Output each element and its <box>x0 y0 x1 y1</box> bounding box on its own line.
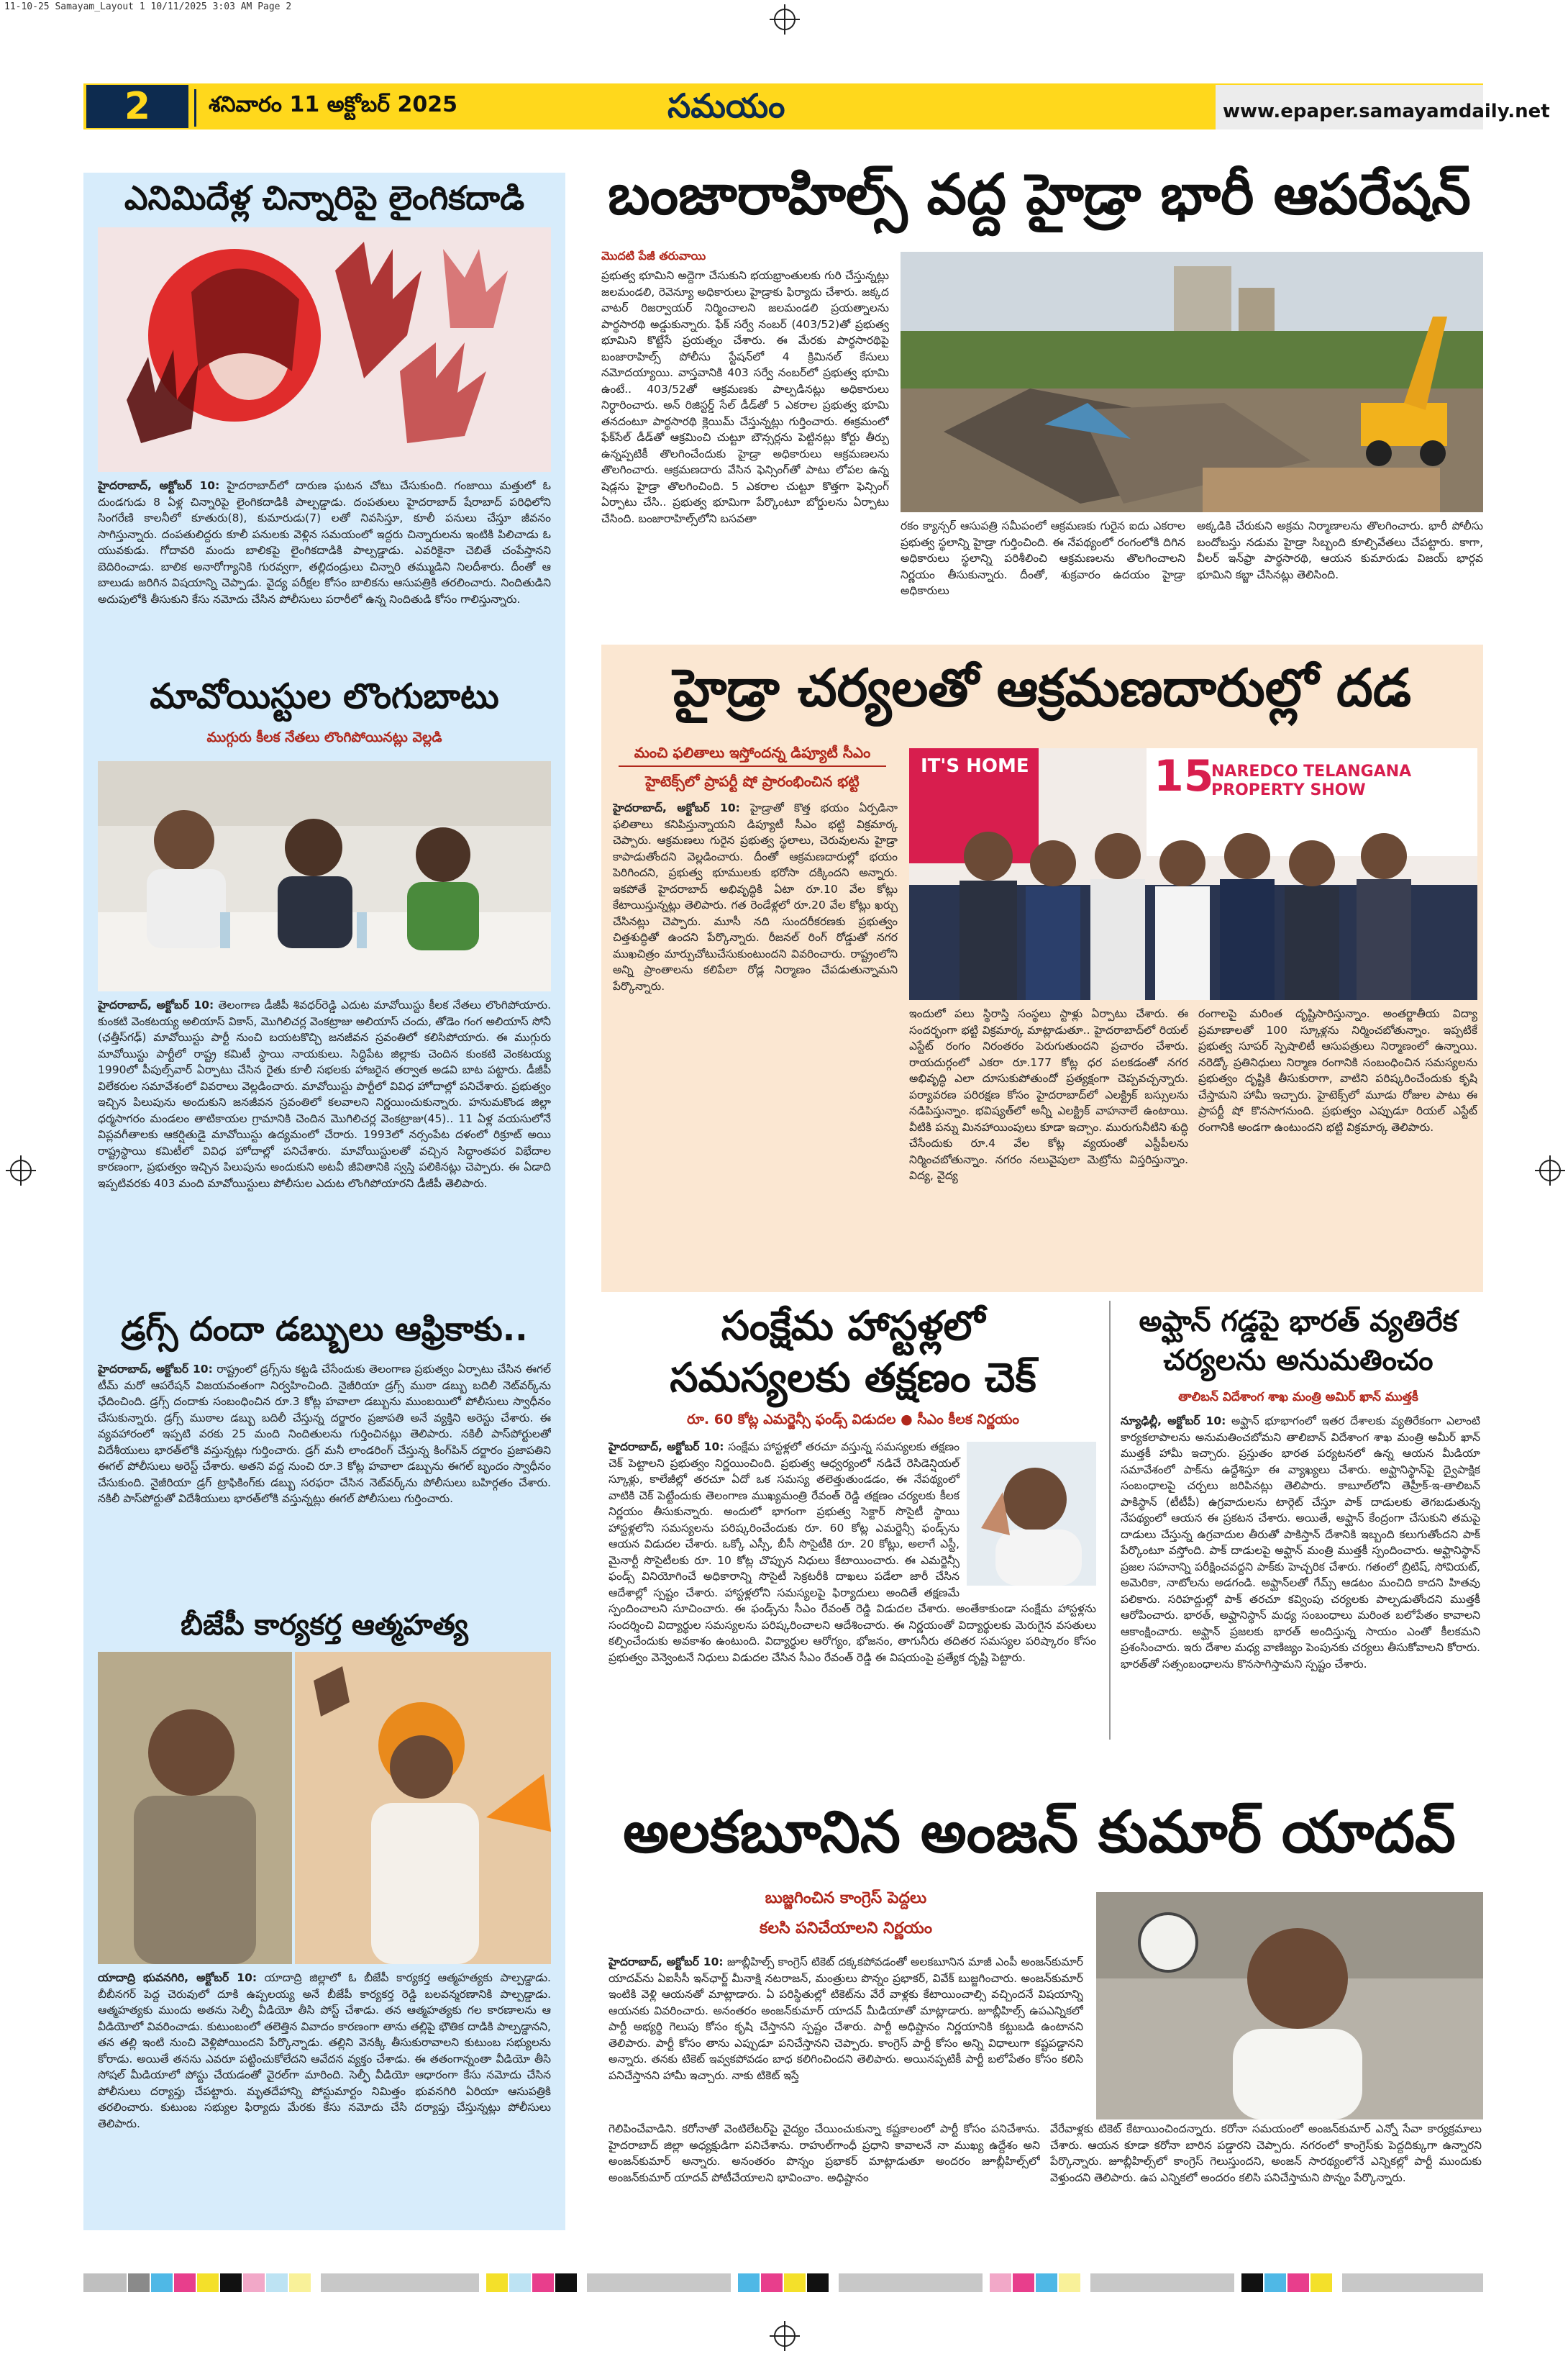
hydra-body-mid: ఇందులో పలు స్థిరాస్తి సంస్థలు స్టాళ్లు ఏర్పాటు చేశారు. ఈ సందర్భంగా భట్టి విక్రమార్క మాట్లాడుతూ.. హైదరాబాద్‌లో రియల్ ఎస్టేట్ రంగం నిరంతరం పెరుగుతుందని ప్రచారం చేశారు. రాయదుర్గంలో ఎకరా రూ.177 కోట్ల ధర పలకడంతో నగర అభివృద్ధి ఎలా దూసుకుపోతుందో ప్రత్యక్షంగా చెప్పవచ్చన్నారు. పర్యావరణ పరిరక్షణ కోసం హైదరాబాద్‌లో ఎలక్ట్రిక్ బస్సులను నడిపిస్తున్నాం. భవిష్యత్‌లో అన్నీ ఎలక్ట్రిక్ వాహనాలే ఉంటాయి. వీటికి పన్ను మినహాయింపులు కూడా ఇచ్చాం. మురుగునీటిని శుద్ధి చేసేందుకు రూ.4 వేల కోట్ల వ్యయంతో ఎస్టీపీలను నిర్మించబోతున్నాం. నగరం నలువైపులా మెట్రోను విస్తరిస్తున్నాం. విద్య, వైద్య <box>909 1007 1188 1182</box>
story-text: తెలంగాణ డీజీపీ శివధర్‌రెడ్డి ఎదుట మావోయిస్టు కీలక నేతలు లొంగిపోయారు. కుంకటి వెంకటయ్య అలియాస్ వికాస్, మొగిలిచర్ల వెంకట్రాజు అలియాస్ చందు, తోడెం గంగ అలియాస్ సోనీ (ఛత్తీస్‌గఢ్) మావోయిస్టు పార్టీ నుంచి బయటకొచ్చి జనజీవన స్రవంతిలో కలిసిపోయారు. ఈ ముగ్గురు మావోయిస్టు పార్టీలో రాష్ట్ర కమిటీ స్థాయి నాయకులు. సిద్ధిపేట జిల్లాకు చెందిన కుంకటి వెంకటయ్య 1990లో పీపుల్స్‌వార్ ఏర్పాటు చేసిన రైతు కూలీ సభలకు హాజరైన తర్వాత అడవి బాట పట్టారు. డీజీపీ విలేకరుల సమావేశంలో వివరాలు వెల్లడించారు. మావోయిస్టు పార్టీలో వివిధ హోదాల్లో పనిచేశారు. ప్రభుత్వం ఇచ్చిన పిలుపును అందుకుని జనజీవన స్రవంతిలో కలవాలని నిర్ణయించుకున్నారు. హనుమకొండ జిల్లా ధర్మసాగరం మండలం తాటికాయల గ్రామానికి చెందిన మొగిలిచర్ల వెంకట్రాజు(45).. 11 ఏళ్ల వయసులోనే విప్లవగీతాలకు ఆకర్షితుడై మావోయిస్టు ఉద్యమంలో చేరారు. 1993లో నర్సంపేట దళంలో రిక్రూట్ అయి రాష్ట్రస్థాయి కమిటీలో వివిధ హోదాల్లో పనిచేశారు. మావోయిస్టులతో వచ్చిన సిద్ధాంతపర విభేదాల కారణంగా, ప్రభుత్వం ఇచ్చిన పిలుపును అందుకుని అటవీ జీవితానికి స్వస్తి పలికినట్లు చెప్పారు. ఈ ఏడాది ఇప్పటివరకు 403 మంది మావోయిస్టులు పోలీసుల ఎదుట లొంగిపోయారని డీజీపీ తెలిపారు. <box>98 999 551 1190</box>
hostel-headline-line2: సమస్యలకు తక్షణం చెక్ <box>670 1355 1036 1401</box>
afghan-headline-line1: అఫ్ఘాన్ గడ్డపై భారత్ వ్యతిరేక <box>1139 1305 1458 1338</box>
registration-mark-icon <box>10 1160 32 1181</box>
print-color-bar <box>83 2273 1483 2292</box>
cm-portrait <box>967 1442 1096 1586</box>
sidebar-story2-subhead: ముగ్గురు కీలక నేతలు లొంగిపోయినట్లు వెల్లడి <box>206 730 442 745</box>
bjp-photo-graphic <box>98 1652 551 1964</box>
dateline: న్యూఢిల్లీ, అక్టోబర్ 10: <box>1121 1414 1226 1427</box>
registration-mark-icon <box>774 2325 796 2347</box>
maoist-press-meet-photo <box>98 761 551 991</box>
sidebar-story4-headline: బీజేపీ కార్యకర్త ఆత్మహత్య <box>181 1609 468 1642</box>
lead-body-bottom-a: రకం క్యాన్సర్ ఆసుపత్రి సమీపంలో ఆక్రమణకు గురైన ఐదు ఎకరాల ప్రభుత్వ స్థలాన్ని హైడ్రా గుర్తించింది. ఈ నేపథ్యంలో రంగంలోకి దిగిన అధికారులు స్థలాన్ని పరిశీలించి ఆక్రమణలను తొలగించాలని నిర్ణయం తీసుకున్నారు. దీంతో, శుక్రవారం ఉదయం హైడ్రా అధికారులు <box>901 519 1185 597</box>
anjan-subhead-1: బుజ్జగించిన కాంగ్రెస్ పెద్దలు <box>765 1889 927 1907</box>
afghan-subhead: తాలిబన్ విదేశాంగ శాఖ మంత్రి అమిర్ ఖాన్ ముత్తకీ <box>1178 1390 1418 1404</box>
sidebar-story1-body <box>98 478 551 678</box>
property-show-photo <box>909 748 1477 1000</box>
masthead-logo: సమయం <box>667 86 785 125</box>
cm-portrait-graphic <box>967 1442 1096 1586</box>
bjp-worker-photo <box>98 1652 551 1964</box>
hostel-body <box>608 1439 1096 1741</box>
dateline: హైదరాబాద్, అక్టోబర్ 10: <box>613 801 740 814</box>
slug-line: 11-10-25 Samayam_Layout 1 10/11/2025 3:03 AM Page 2 <box>4 1 292 12</box>
sidebar-story1-headline: ఎనిమిదేళ్ల చిన్నారిపై లైంగికదాడి <box>124 178 525 217</box>
demolition-site-photo <box>901 252 1483 512</box>
hostel-headline-line1: సంక్షేమ హాస్టళ్లలో <box>721 1303 985 1350</box>
anjan-portrait-graphic <box>1096 1892 1483 2119</box>
anjan-body-left <box>608 1954 1083 2112</box>
sidebar-story4-body <box>98 1970 551 2223</box>
dateline: హైదరాబాద్, అక్టోబర్ 10: <box>98 1363 213 1376</box>
hydra-headline: హైడ్రా చర్యలతో ఆక్రమణదారుల్లో దడ <box>673 658 1412 718</box>
demolition-photo-graphic <box>901 252 1483 512</box>
lead-body-left: ప్రభుత్వ భూమిని అద్దెగా చేసుకుని భయభ్రాంతులకు గురి చేస్తున్నట్లు జలమండలి, రెవెన్యూ అధికారులు హైడ్రాకు ఫిర్యాదు చేశారు. జక్కద వాటర్ రిజర్వాయర్ నిర్మించాలని జలమండలి ప్రయత్నాలను పార్థసారథి అడ్డుకున్నారు. ఫేక్ సర్వే నంబర్ (403/52)తో ప్రభుత్వ భూమిని కొట్టేసే ప్రయత్నం చేశారు. ఈ మేరకు పార్థసారథిపై బంజారాహిల్స్ పోలీసు స్టేషన్‌లో 4 క్రిమినల్ కేసులు నమోదయ్యాయి. వాస్తవానికి 403 సర్వే నంబర్‌లో ప్రభుత్వ భూమి ఉంటే.. 403/52తో ఆక్రమణకు పాల్పడినట్లు అధికారులు నిర్ధారించారు. అన్ రిజిస్టర్డ్ సేల్ డీడ్‌తో 5 ఎకరాల ప్రభుత్వ భూమి తనదంటూ పార్థసారథి క్లెయిమ్ చేస్తున్నట్లు గుర్తించారు. ఈక్రమంలో ఫేక్‌సేల్ డీడ్‌తో ఆక్రమించి చుట్టూ బౌన్సర్లను పెట్టినట్లు కోర్టు తీర్పు ఉన్నప్పటికీ తొలగించేందుకు హైడ్రా అధికారులు ఆక్రమణలను తొలగించారు. ఆక్రమణదారు వేసిన ఫెన్సింగ్‌తో పాటు లోపల ఉన్న షెడ్లను హైడ్రా తొలగించింది. 5 ఎకరాల చుట్టూ కొత్తగా ఫెన్సింగ్ ఏర్పాటు చేసి.. ప్రభుత్వ భూమిగా పేర్కొంటూ బోర్డులను ఏర్పాటు చేసింది. బంజారాహిల్స్‌లోని బసవతా <box>601 269 889 525</box>
registration-mark-icon <box>774 9 796 30</box>
story-text: సంక్షేమ హాస్టళ్లలో తరచూ వస్తున్న సమస్యలకు తక్షణం చెక్ పెట్టాలని ప్రభుత్వం నిర్ణయించింది. ప్రభుత్వ ఆధ్వర్యంలో నడిచే రెసిడెన్షియల్ స్కూళ్లు, కాలేజీల్లో తరచూ ఏదో ఒక సమస్య తలెత్తుతుండడం, ఈ నేపథ్యంలో వాటికి చెక్ పెట్టేందుకు తెలంగాణ ముఖ్యమంత్రి రేవంత్ రెడ్డి తక్షణం చర్యలకు కీలక నిర్ణయం తీసుకున్నారు. అందులో భాగంగా ప్రభుత్వ సెక్టార్ సొసైటీ స్థాయి హాస్టళ్లలోని సమస్యలను పరిష్కరించేందుకు రూ. 60 కోట్ల ఎమర్జెన్సీ ఫండ్స్‌ను ఆయన విడుదల చేశారు. ఒక్కో ఎస్సీ, బీసీ సొసైటీకి రూ. 20 కోట్లు, అలాగే ఎస్టీ, మైనార్టీ సొసైటీలకు రూ. 10 కోట్ల చొప్పున నిధులు కేటాయించారు. ఈ ఎమర్జెన్సీ ఫండ్స్ వినియోగించే అధికారాన్ని సొసైటీ సెక్రటరీకి దాఖలు పడేలా జారీ చేసిన ఆదేశాల్లో స్పష్టం చేశారు. హాస్టళ్లలోని సమస్యలపై ఫిర్యాదులు అందితే తక్షణమే స్పందించాలని సూచించారు. ఈ ఫండ్స్‌ను సీఎం రేవంత్ రెడ్డి విడుదల చేశారు. అంతేకాకుండా సంక్షేమ హాస్టళ్లను సందర్శించి విద్యార్థుల సమస్యలను పరిష్కరించాలని ఆదేశించారు. ఈ నిర్ణయంతో విద్యార్థులకు మెరుగైన వసతులు కల్పించేందుకు అవకాశం ఉంటుంది. విద్యార్థుల ఆరోగ్యం, భోజనం, తాగునీరు తదితర సమస్యల పరిష్కారం కోసం ప్రభుత్వం వెన్వెంటనే నిధులు విడుదల చేసిన సీఎం రేవంత్ రెడ్డి ఈ విషయంపై ప్రత్యేక దృష్టి పెట్టారు. <box>608 1440 1096 1664</box>
story-text: రాష్ట్రంలో డ్రగ్స్‌ను కట్టడి చేసేందుకు తెలంగాణ ప్రభుత్వం ఏర్పాటు చేసిన ఈగల్ టీమ్ మరో ఆపరేషన్ విజయవంతంగా నిర్వహించింది. నైజీరియా డ్రగ్స్ ముఠా డబ్బు బదిలీ నెట్‌వర్క్‌ను ఛేదించింది. డ్రగ్స్ దందాకు సంబంధించిన రూ.3 కోట్ల హవాలా డబ్బును ముంబయిలో పోలీసులు స్వాధీనం చేసుకున్నారు. డ్రగ్స్ ముఠాల డబ్బు బదిలీ చేస్తున్న దర్జారం ప్రజాపతి అనే వ్యక్తిని అరెస్టు చేశారు. ఈ వ్యవహారంలో ఇప్పటి వరకు 25 మంది నిందితులను గుర్తించినట్లు తెలిపారు. నకిలీ పాస్‌పోర్టులతో విదేశీయులు భారత్‌లోకి వస్తున్నట్లు గుర్తించారు. డ్రగ్ మనీ లాండరింగ్ చేస్తున్న కింగ్‌పిన్ దర్జారం ప్రజాపతిని ఈగల్ పోలీసులు అరెస్ట్ చేశారు. అతని వద్ద నుంచి రూ.3 కోట్ల హవాలా డబ్బును ఈగల్ బృందం స్వాధీనం చేసుకుంది. నైజీరియా డ్రగ్ ట్రాఫికింగ్‌కు డబ్బు సరఫరా చేసిన నెట్‌వర్క్‌ను పోలీసులు బహిర్గతం చేశారు. నకిలీ పాస్‌పోర్టుతో విదేశీయులు భారత్‌లోకి వస్తున్నట్లు ఈగల్ పోలీసులు గుర్తించారు. <box>98 1363 551 1505</box>
story-text: జూబ్లీహిల్స్ కాంగ్రెస్ టికెట్ దక్కకపోవడంతో అలకబూనిన మాజీ ఎంపీ అంజన్‌కుమార్ యాదవ్‌ను ఏఐసీసీ ఇన్‌ఛార్జ్ మీనాక్షి నటరాజన్, మంత్రులు పొన్నం ప్రభాకర్, వివేక్ బుజ్జగించారు. అంజన్‌కుమార్ ఇంటికి వెళ్లి ఆయనతో మాట్లాడారు. ఏ పరిస్థితుల్లో టికెట్‌ను వేరే వాళ్లకు కేటాయించాల్సి వచ్చిందనే విషయాన్ని ఆయనకు వివరించారు. అనంతరం అంజన్‌కుమార్ యాదవ్ మీడియాతో మాట్లాడారు. జూబ్లీహిల్స్ ఉపఎన్నికలో పార్టీ అభ్యర్థి గెలుపు కోసం కృషి చేస్తానని స్పష్టం చేశారు. పార్టీ అధిష్టానం నిర్ణయానికి కట్టుబడి ఉంటానని తెలిపారు. పార్టీ కోసం తాను ఎప్పుడూ పనిచేస్తానని చెప్పారు. కాంగ్రెస్ పార్టీ కోసం అన్ని విధాలుగా కష్టపడ్డానని అన్నారు. తనకు టికెట్ ఇవ్వకపోవడం బాధ కలిగించిందని తెలిపారు. అయినప్పటికీ పార్టీ బలోపేతం కోసం కలిసి పనిచేస్తానని హామీ ఇచ్చారు. నాకు టికెట్ ఇస్తే <box>608 1955 1083 2082</box>
lead-body-bottom-b: అక్కడికి చేరుకుని అక్రమ నిర్మాణాలను తొలగించారు. భారీ పోలీసు బందోబస్తు నడుమ హైడ్రా సిబ్బంది కూల్చివేతలు చేపట్టారు. కాగా, వీలర్ ఇన్‌ఫ్రా పార్థసారథి, ఆయన కుమారుడు విజయ్ భార్గవ భూమిని కబ్జా చేసినట్లు తెలిసింది. <box>1197 519 1483 581</box>
hydra-body-right: రంగాలపై మరింత దృష్టిసారిస్తున్నాం. అంతర్జాతీయ విద్యా ప్రమాణాలతో 100 స్కూళ్లను నిర్మించబోతున్నాం. ఇప్పటికే ప్రభుత్వ సూపర్ స్పెషాలిటీ ఆసుపత్రులు నిర్మాణంలో ఉన్నాయి. నరెడ్కో ప్రతినిధులు నిర్మాణ రంగానికి సంబంధించిన సమస్యలను ప్రభుత్వం దృష్టికి తీసుకురాగా, వాటిని పరిష్కరించేందుకు కృషి చేస్తామని హామీ ఇచ్చారు. హైటెక్స్‌లో మూడు రోజుల పాటు ఈ ప్రాపర్టీ షో కొనసాగనుంది. ప్రభుత్వం ఎప్పుడూ రియల్ ఎస్టేట్ రంగానికి అండగా ఉంటుందని భట్టి విక్రమార్క తెలిపారు. <box>1198 1007 1477 1134</box>
page-number: 2 <box>86 85 188 128</box>
property-show-number: 15 <box>1154 751 1214 801</box>
dateline: హైదరాబాద్, అక్టోబర్ 10: <box>98 479 220 492</box>
dateline: యాదాద్రి భువనగిరి, అక్టోబర్ 10: <box>98 1971 257 1984</box>
header-divider <box>194 89 196 127</box>
hydra-body-left <box>613 800 898 1283</box>
anjan-subhead-2: కలసి పనిచేయాలని నిర్ణయం <box>760 1919 932 1937</box>
afghan-headline <box>1113 1302 1483 1380</box>
sidebar-story3-headline: డ్రగ్స్ దందా డబ్బులు ఆఫ్రికాకు.. <box>121 1309 528 1348</box>
column-divider <box>1109 1301 1111 1740</box>
dateline: హైదరాబాద్, అక్టోబర్ 10: <box>98 999 214 1012</box>
story-text: హైదరాబాద్‌లో దారుణ ఘటన చోటు చేసుకుంది. గంజాయి మత్తులో ఓ దుండగుడు 8 ఏళ్ల చిన్నారిపై లైంగికదాడికి పాల్పడ్డాడు. దంపతులు హైదరాబాద్ షేరాబాద్ పరిధిలోని సింగరేణి కాలనీలో కూతురు(8), కుమారుడు(7) లతో నివసిస్తూ, కూలీ పనులు చేస్తూ జీవనం సాగిస్తున్నారు. దంపతులిద్దరు కూలీ పనులకు వెళ్లిన సమయంలో ఇద్దరు చిన్నారులను ఇంటికి పిలిచాడు ఓ యువకుడు. గోదావరి మందు బాలికపై లైంగికదాడికి పాల్పడ్డాడు. ఎవరికైనా చెబితే చంపేస్తానని బెదిరించాడు. బాలిక అనారోగ్యానికి గురవ్వగా, తల్లిదండ్రులు చిన్నారి తమ్ముడిని నిలదీశారు. దీంతో ఆ బాలుడు జరిగిన విషయాన్ని చెప్పాడు. వైద్య పరీక్షల కోసం బాలికను ఆసుపత్రికి తరలించారు. నిందితుడిని అదుపులోకి తీసుకుని కేసు నమోదు చేసిన పోలీసులు పరారీలో ఉన్న నిందితుడి కోసం గాలిస్తున్నారు. <box>98 479 551 606</box>
assault-illustration-graphic <box>98 227 551 472</box>
story-text: యాదాద్రి జిల్లాలో ఓ బీజేపీ కార్యకర్త ఆత్మహత్యకు పాల్పడ్డాడు. బీబీనగర్ పెద్ద చెరువులో దూకి ఉప్పలయ్య అనే బీజేపీ కార్యకర్త రెడ్డి బలవన్మరణానికి పాల్పడ్డాడు. ఆత్మహత్యకు ముందు అతను సెల్ఫీ వీడియో తీసి పోస్ట్ చేశాడు. తన ఆత్మహత్యకు గల కారణాలను ఆ వీడియోలో వివరించాడు. కుటుంబంలో తలెత్తిన వివాదం కారణంగా తాను తల్లిపై భౌతిక దాడికి పాల్పడ్డానని, తన తల్లి ఇంటి నుంచి వెళ్లిపోయిందని పేర్కొన్నాడు. తల్లిని వెనక్కి తీసుకురావాలని కుటుంబ సభ్యులను కోరాడు. అయితే తనను ఎవరూ పట్టించుకోలేదని ఆవేదన వ్యక్తం చేశాడు. ఈ తతంగాన్నంతా వీడియో తీసి సోషల్ మీడియాలో పోస్టు చేయడంతో వైరల్‌గా మారింది. సెల్ఫీ వీడియో ఆధారంగా కేసు నమోదు చేసిన పోలీసులు దర్యాప్తు చేపట్టారు. మృతదేహాన్ని పోస్టుమార్టం నిమిత్తం భువనగిరి ఏరియా ఆసుపత్రికి తరలించారు. కుటుంబ సభ్యుల ఫిర్యాదు మేరకు కేసు నమోదు చేసి దర్యాప్తు చేస్తున్నట్లు పోలీసులు తెలిపారు. <box>98 1971 551 2130</box>
anjan-headline: అలకబూనిన అంజన్ కుమార్ యాదవ్ <box>623 1799 1456 1866</box>
property-show-brand: NAREDCO TELANGANA PROPERTY SHOW <box>1211 763 1412 799</box>
dateline: హైదరాబాద్, అక్టోబర్ 10: <box>608 1440 724 1453</box>
hydra-subhead-2: హైటెక్స్‌లో ప్రాపర్టీ షో ప్రారంభించిన భట్టి <box>645 773 860 790</box>
anjan-body-bottom-a: గెలిపించేవాడిని. కరోనాతో వెంటిలేటర్‌పై వైద్యం చేయించుకున్నా కష్టకాలంలో పార్టీ కోసం పనిచేశాను. హైదరాబాద్ జిల్లా అధ్యక్షుడిగా పనిచేశాను. రాహుల్‌గాంధీ ప్రధాని కావాలనే నా ముఖ్య ఉద్దేశం అని అంజన్‌కుమార్ అన్నారు. అనంతరం పొన్నం ప్రభాకర్ మాట్లాడుతూ అందరం జూబ్లీహిల్స్‌లో అంజన్‌కుమార్ యాదవ్ పోటీచేయాలని భావించాం. అధిష్టానం <box>608 2122 1040 2184</box>
sidebar-story2-headline: మావోయిస్టుల లొంగుబాటు <box>150 676 499 717</box>
dateline: హైదరాబాద్, అక్టోబర్ 10: <box>608 1955 724 1968</box>
lead-headline: బంజారాహిల్స్ వద్ద హైడ్రా భారీ ఆపరేషన్ <box>608 163 1471 227</box>
property-show-banner: IT'S HOME <box>921 755 1029 777</box>
afghan-body <box>1121 1413 1480 1741</box>
header-date: శనివారం 11 అక్టోబర్ 2025 <box>209 92 458 117</box>
story-text: అఫ్ఘాన్ భూభాగంలో ఇతర దేశాలకు వ్యతిరేకంగా ఎలాంటి కార్యకలాపాలను అనుమతించబోమని తాలిబాన్ విదేశాంగ శాఖ మంత్రి అమీర్ ఖాన్ ముత్తకీ హామీ ఇచ్చారు. ప్రస్తుతం భారత పర్యటనలో ఉన్న ఆయన మీడియా సమావేశంలో పాక్‌ను ఉద్దేశిస్తూ ఈ వ్యాఖ్యలు చేశారు. అఫ్ఘానిస్థాన్‌పై ద్వైపాక్షిక సంబంధాలపై చర్చలు జరిపినట్లు తెలిపారు. కాబూల్‌లోని తెహ్రీక్-ఇ-తాలిబన్ పాకిస్థాన్ (టీటీపీ) ఉగ్రవాదులను టార్గెట్ చేస్తూ పాక్ దాడులకు తెగబడుతున్న నేపథ్యంలో ఆయన ఈ ప్రకటన చేశారు. అయితే, అఫ్ఘాన్ కేంద్రంగా చేసుకుని తమపై దాడులు చేస్తున్న ఉగ్రవాదుల తీరుతో పాకిస్తాన్ దేశానికి ఇబ్బంది కలుగుతోందని పాక్ పేర్కొంటూ వస్తోంది. పాక్ దాడులపై అఫ్ఘాన్ మంత్రి ముత్తకీ స్పందించారు. అఫ్ఘానిస్థాన్ ప్రజల సహనాన్ని పరీక్షించవద్దని పాక్‌కు హెచ్చరిక చేశారు. గతంలో బ్రిటిష్, సోవియట్, అమెరికా, నాటోలను అడగండి. అఫ్ఘాన్‌లతో గేమ్స్ ఆడటం మంచిది కాదని హితవు పలికారు. సరిహద్దుల్లో పాక్ తరచూ కవ్వింపు చర్యలకు పాల్పడుతోందని ముత్తకీ ఆరోపించారు. భారత్, అఫ్ఘానిస్థాన్ మధ్య సంబంధాలు మరింత బలోపేతం కావాలని ఆకాంక్షించారు. అఫ్ఘాన్ ప్రజలకు భారత్ అందిస్తున్న సాయం ఎంతో కీలకమని ప్రశంసించారు. ఇరు దేశాల మధ్య వాణిజ్యం పెంపునకు చర్యలు తీసుకోవాలని కోరారు. భారత్‌తో సత్సంబంధాలను కొనసాగిస్తామని స్పష్టం చేశారు. <box>1121 1414 1480 1671</box>
epaper-url[interactable]: www.epaper.samayamdaily.net <box>1223 101 1550 122</box>
hostel-headline <box>601 1301 1105 1404</box>
divider <box>619 765 886 767</box>
anjan-body-bottom-b: వేరేవాళ్లకు టికెట్ కేటాయించిందన్నారు. కరోనా సమయంలో అంజన్‌కుమార్ ఎన్నో సేవా కార్యక్రమాలు చేశారు. ఆయన కూడా కరోనా బారిన పడ్డారని చెప్పారు. నగరంలో కాంగ్రెస్‌కు పెద్దదిక్కుగా ఉన్నారని పేర్కొన్నారు. జూబ్లీహిల్స్‌లో కాంగ్రెస్ గెలుస్తుందని, అంజన్ సారథ్యంలోనే ఎన్నికల్లో పార్టీ ముందుకు వెళ్తుందని తెలిపారు. ఉప ఎన్నికలో అందరం కలిసి పనిచేస్తామని పొన్నం పేర్కొన్నారు. <box>1050 2122 1482 2184</box>
story-text: హైడ్రాతో కొత్త భయం ఏర్పడినా ఫలితాలు కనిపిస్తున్నాయని డిప్యూటీ సీఎం భట్టి విక్రమార్క చెప్పారు. ఆక్రమణలు గురైన ప్రభుత్వ స్థలాలు, చెరువులను హైడ్రా కాపాడుతోందని వెల్లడించారు. దీంతో ఆక్రమణదారుల్లో భయం పెరిగిందని, ప్రభుత్వ భూములకు భరోసా దక్కిందని అన్నారు. ఇకపోతే హైదరాబాద్ అభివృద్ధికి ఏటా రూ.10 వేల కోట్లు కేటాయిస్తున్నట్లు తెలిపారు. గత రెండేళ్లలో రూ.20 వేల కోట్లు ఖర్చు చేసినట్లు చెప్పారు. మూసీ నది సుందరీకరణకు ప్రభుత్వం చిత్తశుద్ధితో ఉందని పేర్కొన్నారు. రీజనల్ రింగ్ రోడ్డుతో నగర ముఖచిత్రం మార్పుచోటుచేసుకుంటుందని వివరించారు. రాష్ట్రంలోని అన్ని ప్రాంతాలను కలిపేలా రోడ్ల నిర్మాణం చేపడుతున్నామని పేర్కొన్నారు. <box>613 801 898 993</box>
hydra-subhead-1: మంచి ఫలితాలు ఇస్తోందన్న డిప్యూటీ సీఎం <box>634 744 871 761</box>
afghan-headline-line2: చర్యలను అనుమతించం <box>1163 1344 1433 1377</box>
assault-illustration <box>98 227 551 472</box>
sidebar-story3-body <box>98 1361 551 1607</box>
lead-kicker: మొదటి పేజీ తరువాయి <box>601 249 706 263</box>
registration-mark-icon <box>1539 1160 1561 1181</box>
maoist-photo-graphic <box>98 761 551 991</box>
sidebar-story2-body <box>98 997 551 1312</box>
hostel-subhead: రూ. 60 కోట్ల ఎమర్జెన్సీ ఫండ్స్ విడుదల ● సీఎం కీలక నిర్ణయం <box>686 1412 1020 1427</box>
anjan-kumar-portrait <box>1096 1892 1483 2119</box>
